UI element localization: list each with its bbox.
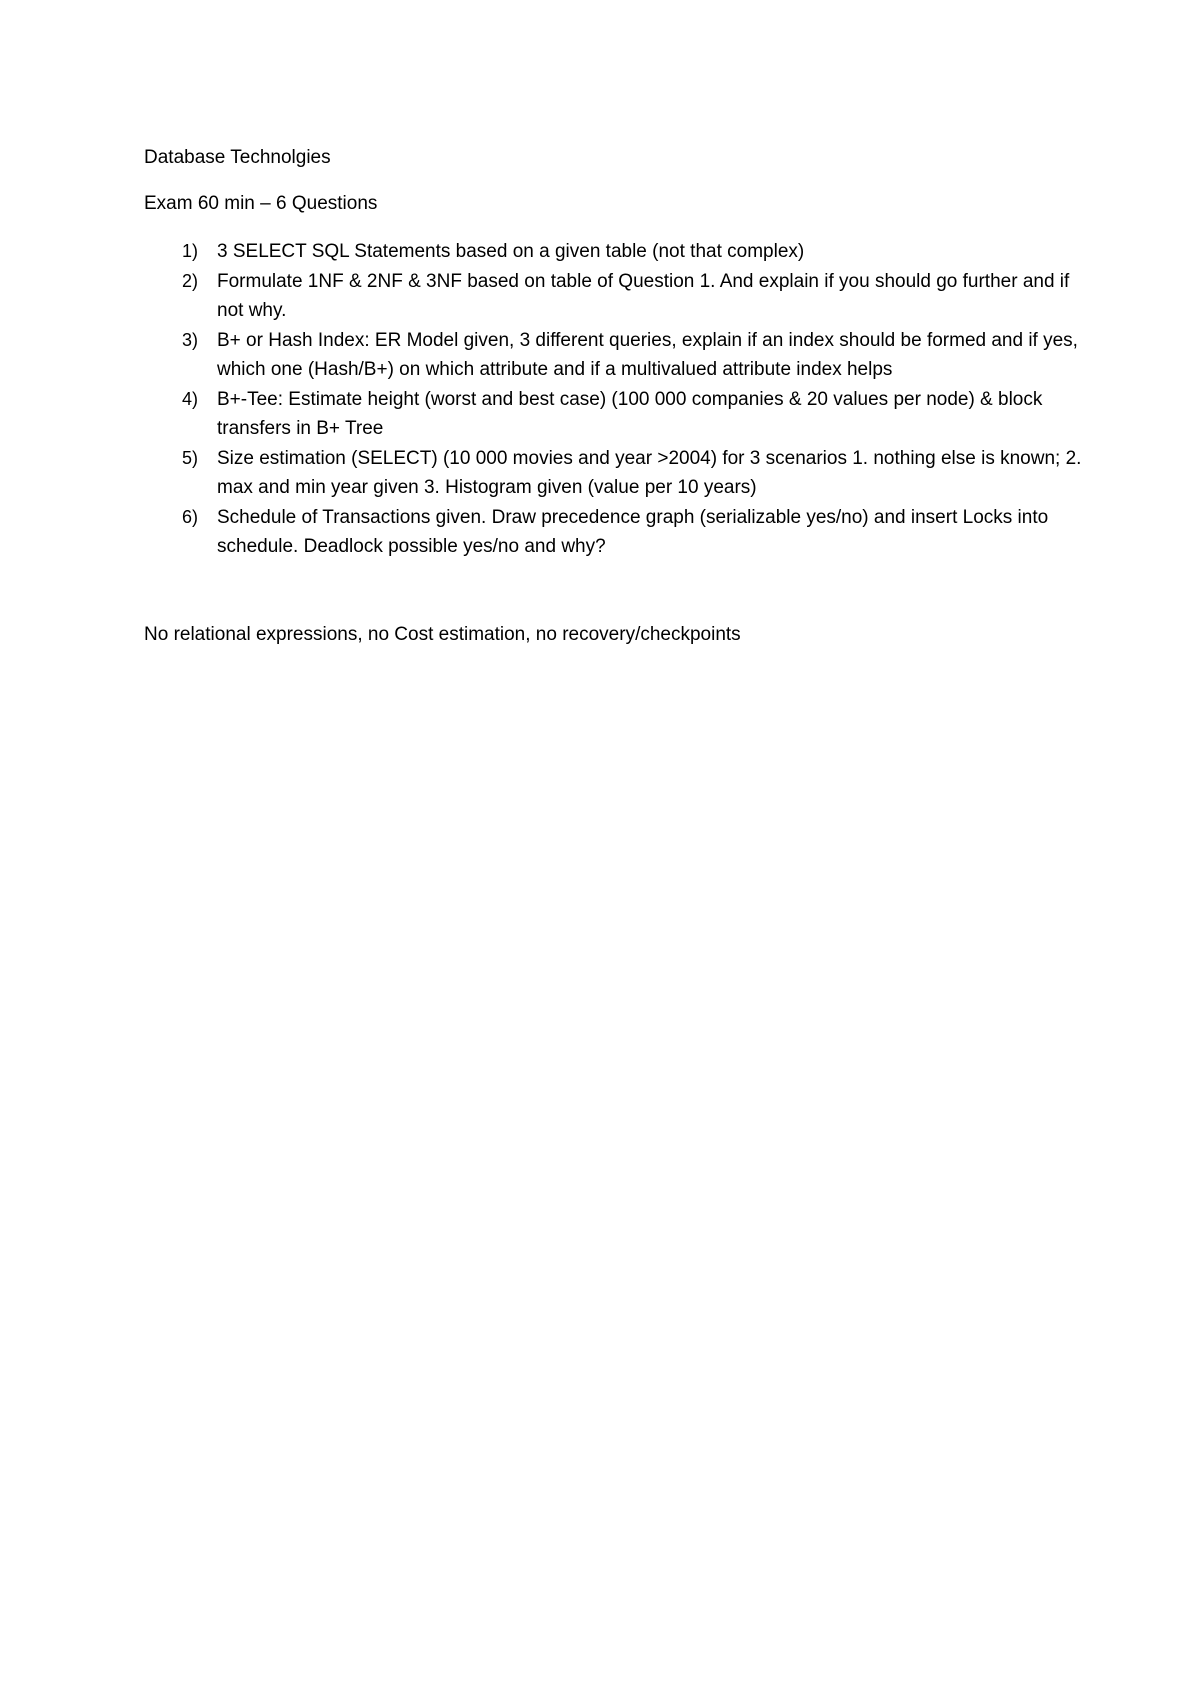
question-list [0, 237, 1200, 562]
question-item-2 [0, 267, 1097, 326]
question-text: Schedule of Transactions given. Draw precedence graph (serializable yes/no) and insert Locks into schedule. Deadlock possible yes/no and why? [217, 506, 1049, 557]
question-number: 1) [182, 241, 199, 261]
question-text: Formulate 1NF & 2NF & 3NF based on table of Question 1. And explain if you should go further and if not why. [217, 270, 1070, 321]
question-text: Size estimation (SELECT) (10 000 movies and year >2004) for 3 scenarios 1. nothing else is known; 2. max and min year given 3. Histogram given (value per 10 years) [217, 447, 1082, 498]
question-number: 4) [182, 388, 199, 409]
question-number: 2) [182, 270, 199, 291]
question-item-4 [0, 385, 1097, 444]
exam-info: Exam 60 min – 6 Questions [144, 193, 378, 214]
document-title: Database Technolgies [144, 147, 331, 168]
question-item-5 [0, 444, 1097, 503]
question-item-1 [0, 237, 1097, 267]
question-text: 3 SELECT SQL Statements based on a given table (not that complex) [217, 241, 805, 262]
footer-note: No relational expressions, no Cost estimation, no recovery/checkpoints [144, 624, 741, 645]
question-text: B+-Tee: Estimate height (worst and best case) (100 000 companies & 20 values per node) & block transfers in B+ Tree [217, 388, 1043, 439]
question-number: 5) [182, 447, 199, 468]
question-text: B+ or Hash Index: ER Model given, 3 different queries, explain if an index should be formed and if yes, which one (Hash/B+) on which attribute and if a multivalued attribute index helps [217, 329, 1078, 380]
question-item-3 [0, 326, 1097, 385]
question-number: 3) [182, 329, 199, 350]
question-number: 6) [182, 506, 199, 527]
question-item-6 [0, 503, 1097, 562]
